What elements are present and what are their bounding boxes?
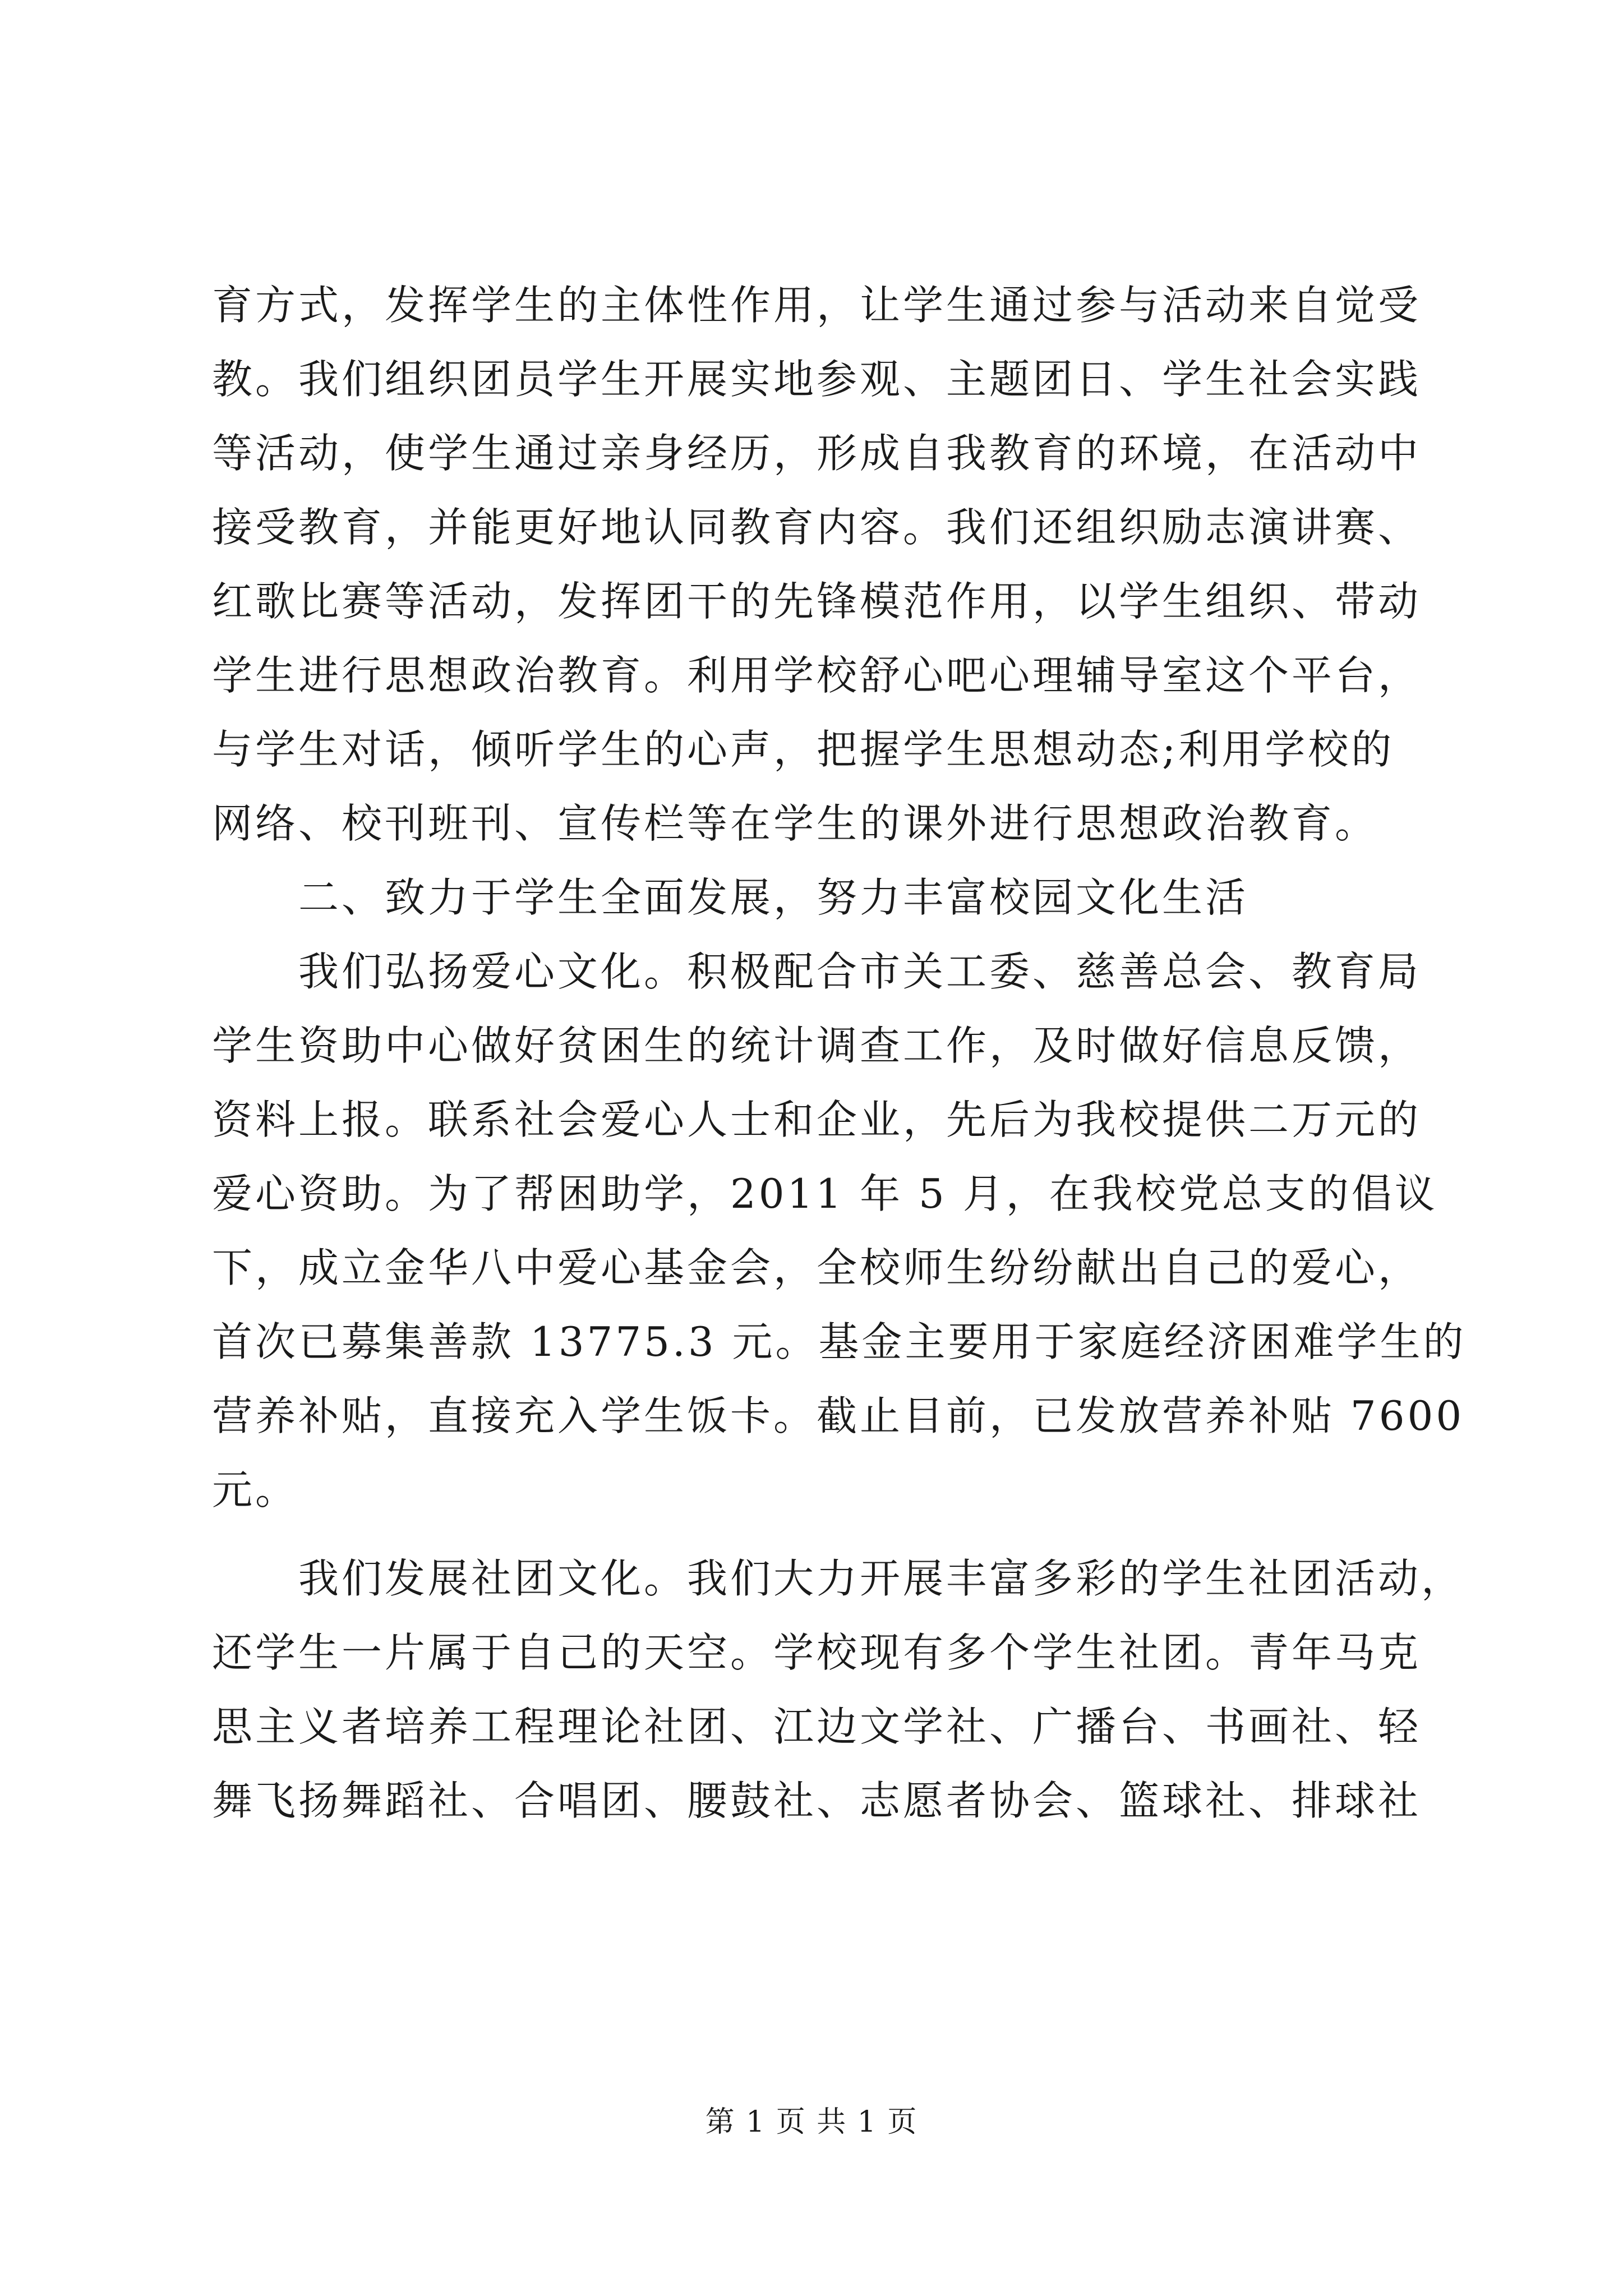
body-line: 资料上报。联系社会爱心人士和企业，先后为我校提供二万元的 <box>212 1096 1422 1143</box>
body-line: 思主义者培养工程理论社团、江边文学社、广播台、书画社、轻 <box>212 1703 1422 1750</box>
document-body <box>212 268 1467 1838</box>
body-line: 等活动，使学生通过亲身经历，形成自我教育的环境，在活动中 <box>212 430 1422 477</box>
body-line: 还学生一片属于自己的天空。学校现有多个学生社团。青年马克 <box>212 1629 1422 1676</box>
body-line: 舞飞扬舞蹈社、合唱团、腰鼓社、志愿者协会、篮球社、排球社 <box>212 1777 1422 1824</box>
paragraph-first-line: 我们弘扬爱心文化。积极配合市关工委、慈善总会、教育局 <box>298 948 1422 995</box>
body-line: 教。我们组织团员学生开展实地参观、主题团日、学生社会实践 <box>212 356 1422 403</box>
body-line: 与学生对话，倾听学生的心声，把握学生思想动态;利用学校的 <box>212 726 1395 773</box>
body-line: 育方式，发挥学生的主体性作用，让学生通过参与活动来自觉受 <box>212 282 1422 329</box>
body-line: 网络、校刊班刊、宣传栏等在学生的课外进行思想政治教育。 <box>212 800 1378 847</box>
body-line: 营养补贴，直接充入学生饭卡。截止目前，已发放营养补贴 7600 <box>212 1392 1465 1439</box>
body-line: 学生进行思想政治教育。利用学校舒心吧心理辅导室这个平台， <box>212 652 1422 699</box>
body-line: 学生资助中心做好贫困生的统计调查工作，及时做好信息反馈， <box>212 1022 1422 1069</box>
page-number-footer: 第 1 页 共 1 页 <box>705 2105 918 2139</box>
body-line: 接受教育，并能更好地认同教育内容。我们还组织励志演讲赛、 <box>212 504 1422 551</box>
paragraph-first-line: 我们发展社团文化。我们大力开展丰富多彩的学生社团活动， <box>298 1555 1465 1602</box>
body-line: 下，成立金华八中爱心基金会，全校师生纷纷献出自己的爱心， <box>212 1244 1422 1291</box>
body-line: 元。 <box>212 1466 299 1513</box>
body-line: 首次已募集善款 13775.3 元。基金主要用于家庭经济困难学生的 <box>212 1318 1467 1365</box>
body-line: 爱心资助。为了帮困助学，2011 年 5 月，在我校党总支的倡议 <box>212 1170 1438 1217</box>
section-heading: 二、致力于学生全面发展，努力丰富校园文化生活 <box>298 874 1249 921</box>
body-line: 红歌比赛等活动，发挥团干的先锋模范作用，以学生组织、带动 <box>212 578 1422 625</box>
